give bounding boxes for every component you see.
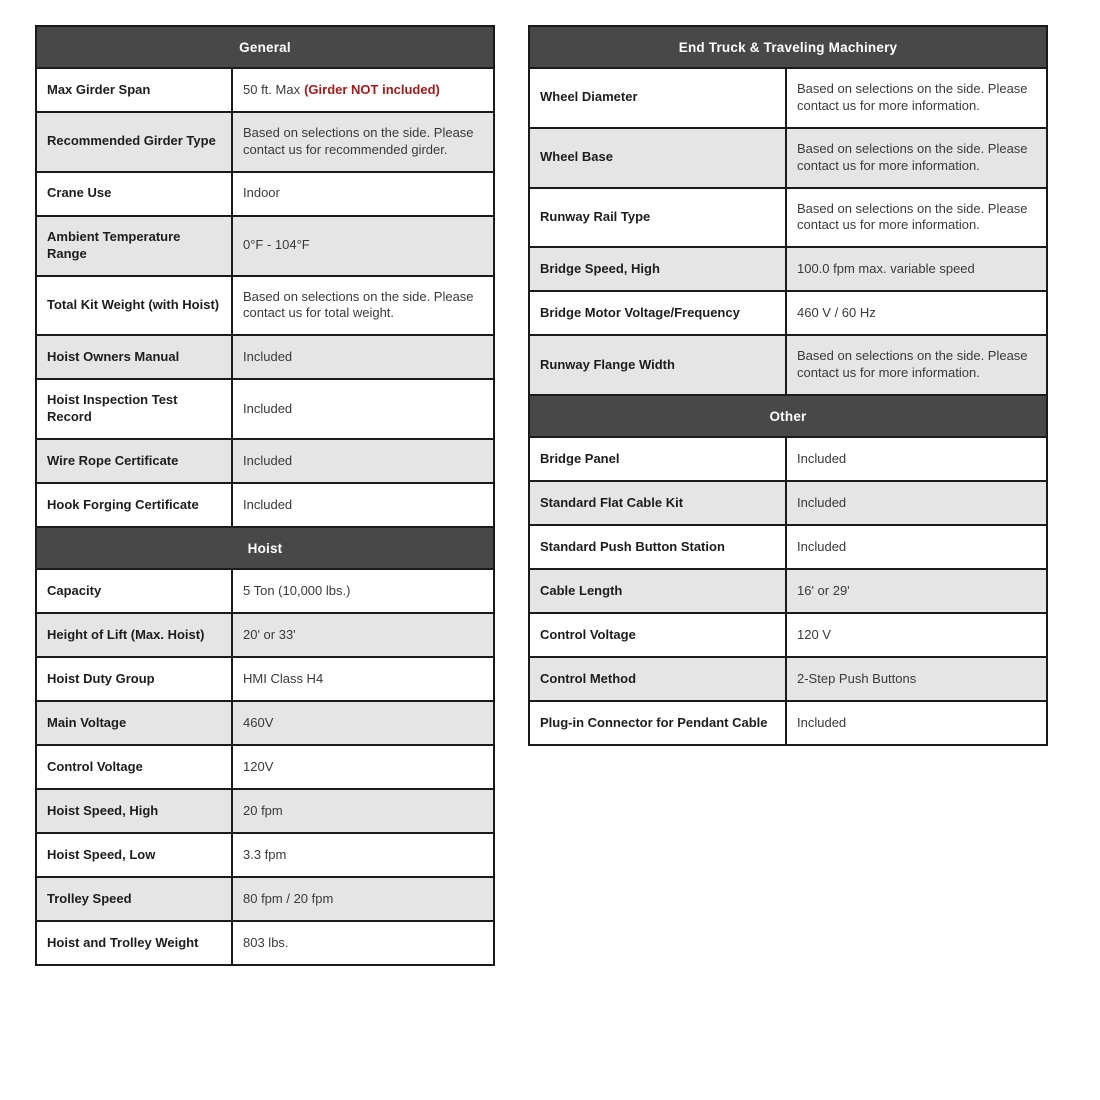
spec-value (233, 336, 493, 378)
spec-label: Ambient Temperature Range (37, 217, 233, 275)
spec-label: Recommended Girder Type (37, 113, 233, 171)
spec-value (787, 526, 1046, 568)
spec-row (37, 920, 493, 964)
spec-table-left (35, 25, 495, 966)
spec-label: Wheel Diameter (530, 69, 787, 127)
spec-value-text: Indoor (243, 185, 280, 201)
spec-value-text: 16' or 29' (797, 582, 850, 598)
section-left-0 (37, 27, 493, 526)
spec-label: Standard Push Button Station (530, 526, 787, 568)
spec-row (530, 334, 1046, 394)
spec-label: Capacity (37, 570, 233, 612)
spec-value-text: Included (243, 452, 293, 468)
spec-value-text: HMI Class H4 (243, 670, 324, 686)
spec-label: Hoist and Trolley Weight (37, 922, 233, 964)
spec-value-text: Included (243, 348, 293, 364)
spec-label: Control Voltage (530, 614, 787, 656)
spec-row (530, 246, 1046, 290)
spec-row (37, 744, 493, 788)
spec-label: Bridge Speed, High (530, 248, 787, 290)
spec-row (37, 171, 493, 215)
spec-value-text: 460 V / 60 Hz (797, 304, 876, 320)
spec-value (233, 746, 493, 788)
spec-value-text: Based on selections on the side. Please contact us for recommended girder. (243, 125, 474, 157)
spec-value-text: 80 fpm / 20 fpm (243, 890, 334, 906)
spec-value (233, 614, 493, 656)
spec-label: Bridge Motor Voltage/Frequency (530, 292, 787, 334)
spec-label: Runway Flange Width (530, 336, 787, 394)
spec-row (37, 788, 493, 832)
spec-value (787, 438, 1046, 480)
spec-value (233, 922, 493, 964)
spec-row (37, 111, 493, 171)
spec-label: Crane Use (37, 173, 233, 215)
spec-value-text: 3.3 fpm (243, 846, 287, 862)
spec-row (37, 482, 493, 526)
section-header: General (37, 27, 493, 67)
spec-value (233, 790, 493, 832)
spec-label: Control Voltage (37, 746, 233, 788)
spec-value-text: 2-Step Push Buttons (797, 670, 917, 686)
spec-row (530, 656, 1046, 700)
spec-row (530, 568, 1046, 612)
section-body (37, 67, 493, 526)
section-left-1 (37, 526, 493, 964)
spec-row (530, 290, 1046, 334)
spec-value-text: 460V (243, 714, 274, 730)
spec-row (530, 127, 1046, 187)
spec-row (37, 612, 493, 656)
spec-value (233, 834, 493, 876)
spec-value (233, 658, 493, 700)
spec-row (530, 524, 1046, 568)
spec-row (530, 700, 1046, 744)
spec-value-text: Based on selections on the side. Please contact us for more information. (797, 200, 1028, 233)
spec-label: Wire Rope Certificate (37, 440, 233, 482)
spec-label: Hook Forging Certificate (37, 484, 233, 526)
spec-label: Standard Flat Cable Kit (530, 482, 787, 524)
section-right-1 (530, 394, 1046, 744)
spec-value (787, 248, 1046, 290)
spec-value (787, 292, 1046, 334)
spec-row (530, 187, 1046, 247)
spec-label: Cable Length (530, 570, 787, 612)
spec-value-text: Included (797, 714, 847, 730)
spec-value (787, 614, 1046, 656)
section-header: Other (530, 394, 1046, 436)
spec-value (787, 570, 1046, 612)
spec-value (233, 113, 493, 171)
spec-value (233, 69, 493, 111)
spec-value-text: 100.0 fpm max. variable speed (797, 260, 975, 276)
section-body (530, 436, 1046, 744)
spec-row (530, 436, 1046, 480)
section-right-0 (530, 27, 1046, 394)
spec-table-right (528, 25, 1048, 746)
section-header: End Truck & Traveling Machinery (530, 27, 1046, 67)
spec-value (233, 277, 493, 335)
spec-label: Trolley Speed (37, 878, 233, 920)
spec-value-text: 20 fpm (243, 802, 283, 818)
spec-value (233, 878, 493, 920)
spec-label: Plug-in Connector for Pendant Cable (530, 702, 787, 744)
spec-label: Hoist Speed, High (37, 790, 233, 832)
spec-value-text: 0°F - 104°F (243, 237, 310, 253)
spec-row (530, 480, 1046, 524)
spec-label: Hoist Inspection Test Record (37, 380, 233, 438)
spec-value (787, 69, 1046, 127)
spec-value-text: Based on selections on the side. Please contact us for more information. (797, 140, 1028, 173)
section-body (530, 67, 1046, 394)
spec-row (37, 438, 493, 482)
spec-row (37, 832, 493, 876)
spec-value-text: 120 V (797, 626, 831, 642)
spec-row (37, 334, 493, 378)
spec-value-text: Included (797, 538, 847, 554)
spec-label: Total Kit Weight (with Hoist) (37, 277, 233, 335)
spec-value (233, 440, 493, 482)
spec-value (787, 658, 1046, 700)
spec-row (37, 378, 493, 438)
spec-row (530, 612, 1046, 656)
spec-row (37, 275, 493, 335)
spec-value (233, 484, 493, 526)
spec-value (787, 189, 1046, 247)
spec-label: Max Girder Span (37, 69, 233, 111)
spec-value-text: Included (243, 496, 293, 512)
spec-label: Control Method (530, 658, 787, 700)
spec-label: Wheel Base (530, 129, 787, 187)
spec-value (233, 570, 493, 612)
spec-label: Bridge Panel (530, 438, 787, 480)
spec-label: Hoist Speed, Low (37, 834, 233, 876)
spec-value-text: Included (797, 494, 847, 510)
spec-value-text: Based on selections on the side. Please contact us for total weight. (243, 288, 474, 321)
spec-value (787, 129, 1046, 187)
spec-value (787, 336, 1046, 394)
spec-value-warning-note: (Girder NOT included) (304, 81, 440, 97)
spec-row (37, 876, 493, 920)
spec-value-text: 803 lbs. (243, 934, 289, 950)
spec-value (233, 217, 493, 275)
spec-label: Hoist Duty Group (37, 658, 233, 700)
spec-value (233, 702, 493, 744)
spec-value (787, 702, 1046, 744)
spec-value-text: 20' or 33' (243, 626, 296, 642)
spec-label: Main Voltage (37, 702, 233, 744)
section-body (37, 568, 493, 964)
spec-value-text: 50 ft. Max (243, 81, 301, 97)
spec-value-text: Based on selections on the side. Please contact us for more information. (797, 81, 1028, 113)
spec-value (233, 173, 493, 215)
spec-row (37, 67, 493, 111)
spec-row (530, 67, 1046, 127)
spec-value-text: Based on selections on the side. Please contact us for more information. (797, 348, 1028, 381)
spec-value-text: 5 Ton (10,000 lbs.) (243, 582, 351, 598)
spec-value (787, 482, 1046, 524)
spec-row (37, 656, 493, 700)
spec-label: Hoist Owners Manual (37, 336, 233, 378)
spec-value-text: Included (243, 400, 293, 416)
section-header: Hoist (37, 526, 493, 568)
spec-value-text: Included (797, 450, 847, 466)
spec-row (37, 215, 493, 275)
spec-row (37, 700, 493, 744)
spec-label: Height of Lift (Max. Hoist) (37, 614, 233, 656)
spec-value (233, 380, 493, 438)
spec-value-text: 120V (243, 758, 274, 774)
spec-label: Runway Rail Type (530, 189, 787, 247)
spec-row (37, 568, 493, 612)
